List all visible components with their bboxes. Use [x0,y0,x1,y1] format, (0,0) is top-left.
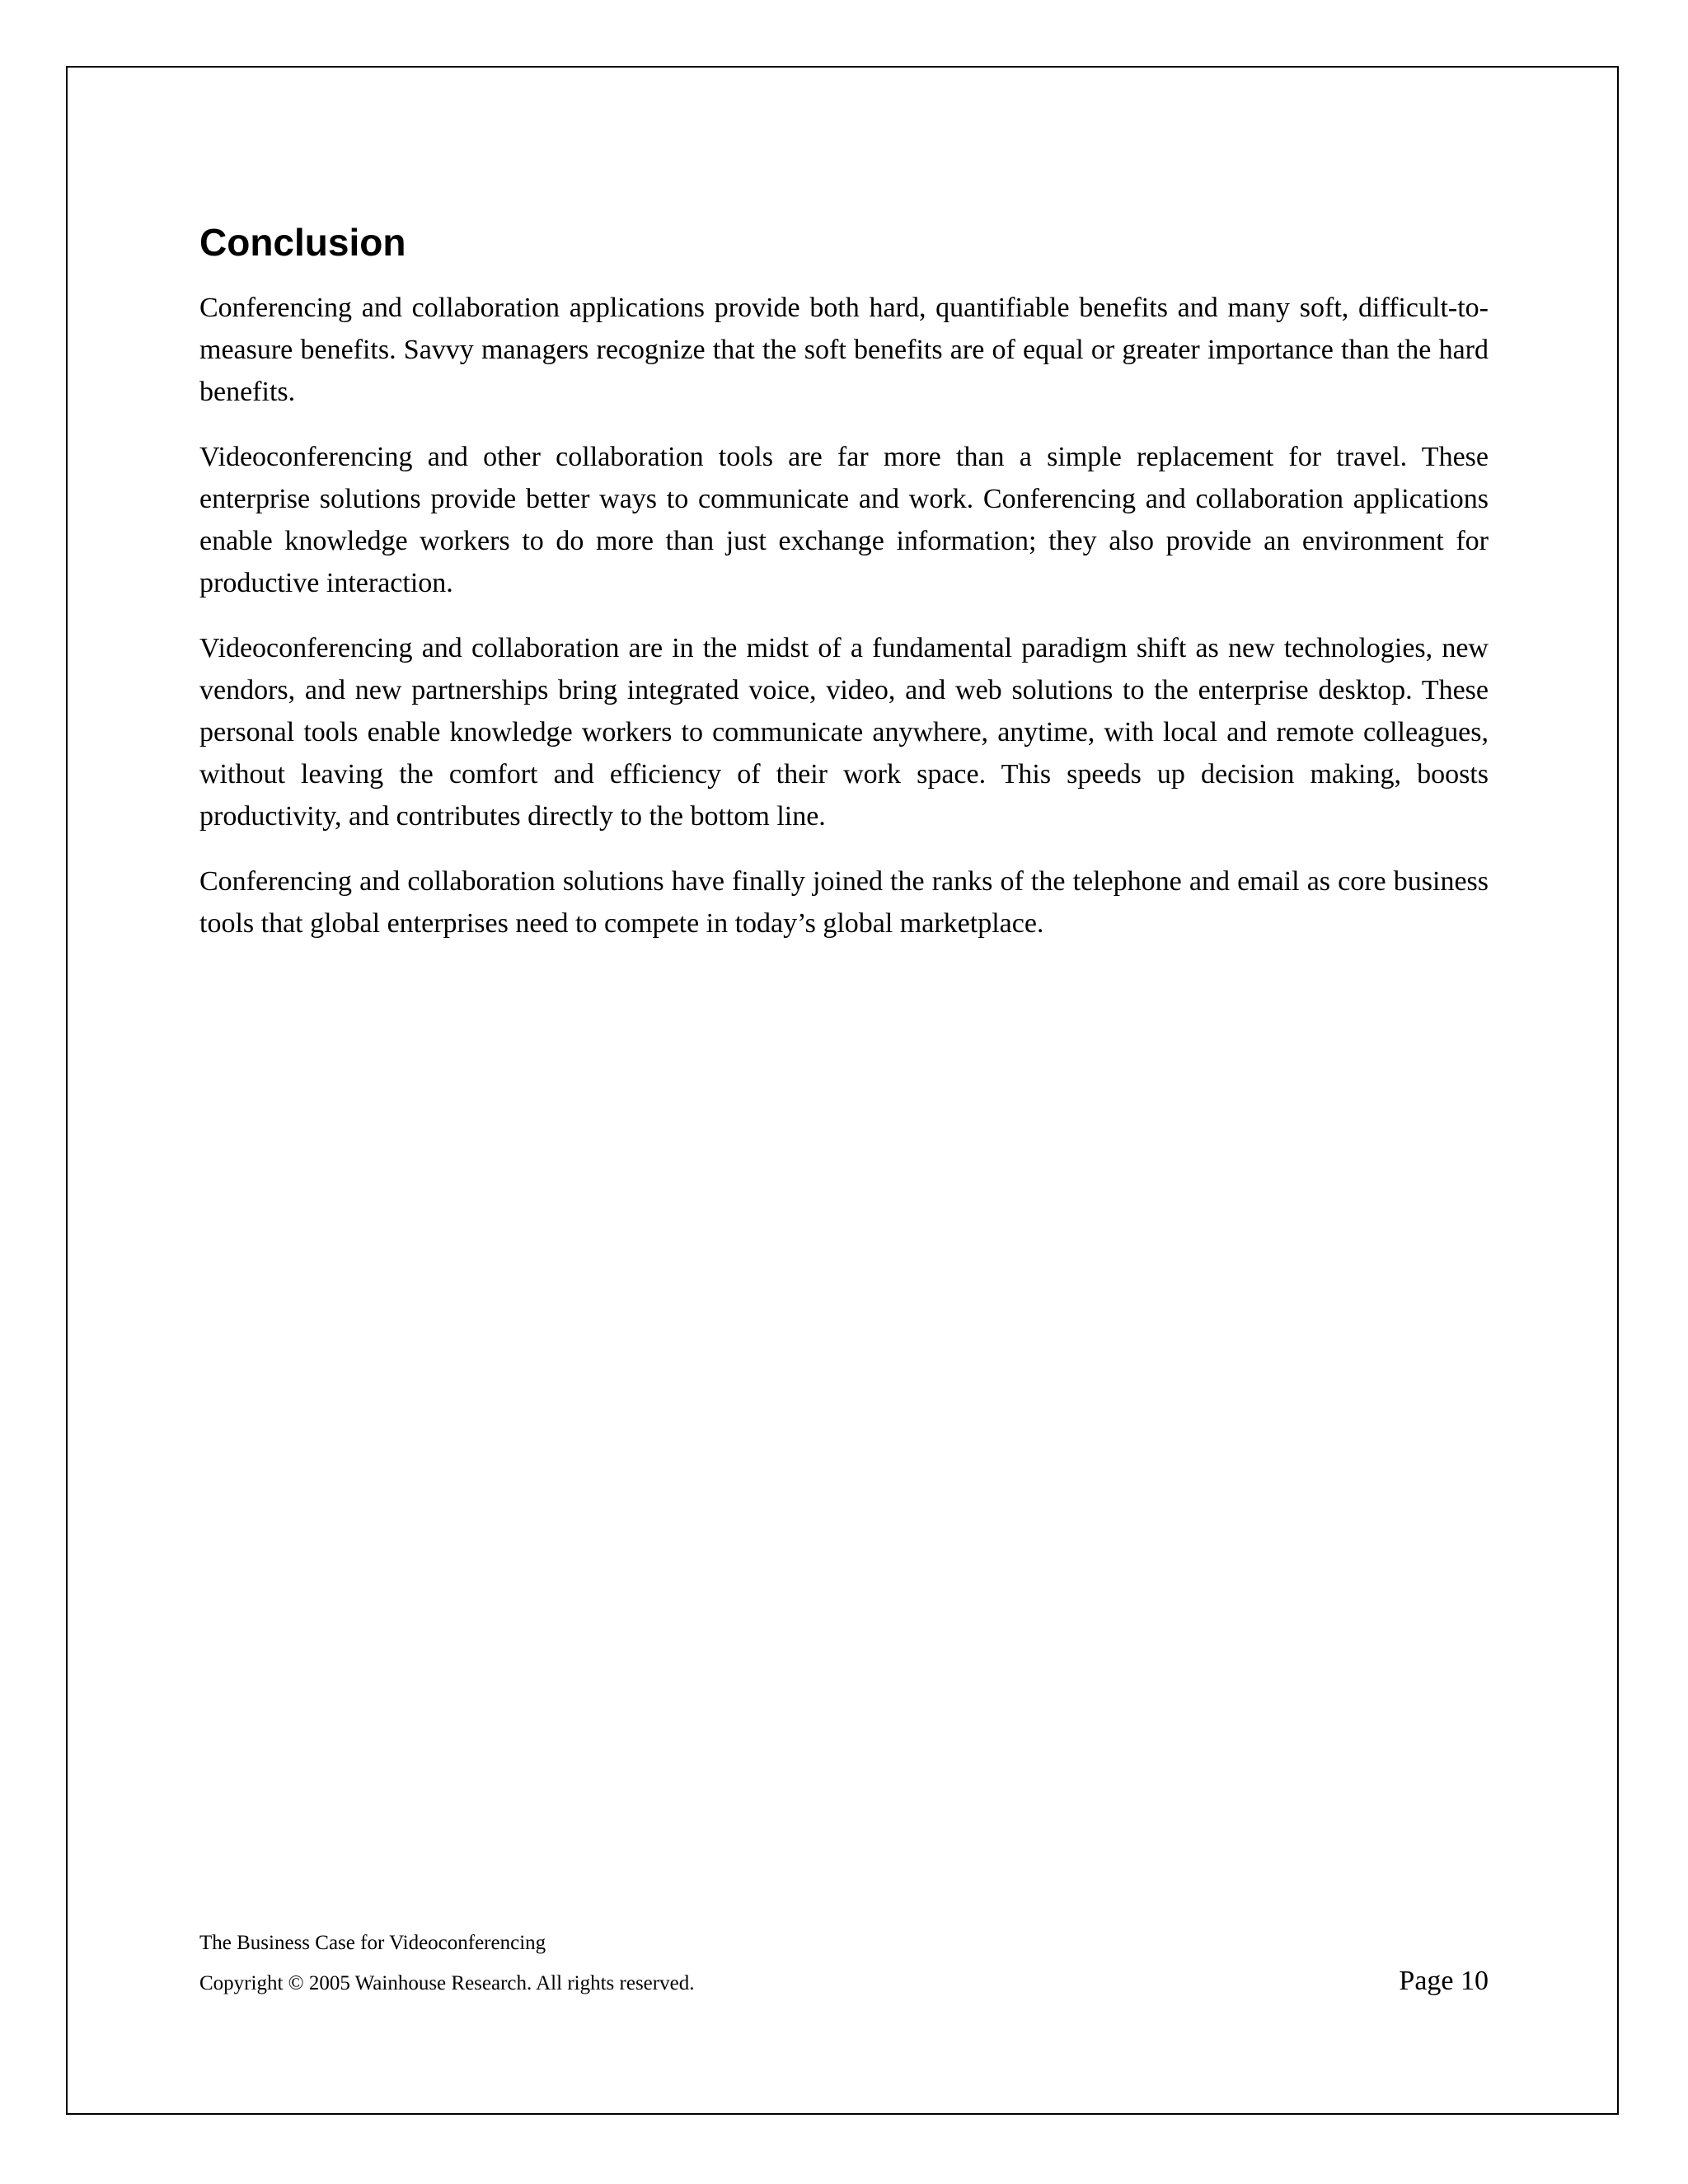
paragraph-1: Conferencing and collaboration applications provide both hard, quantifiable benefits and many soft, difficult-to-measure benefits. Savvy managers recognize that the soft benefits are of equal or greater importance than the hard benefits. [199,293,1489,407]
paragraph-2: Videoconferencing and other collaboration tools are far more than a simple replacement for travel. These enterprise solutions provide better ways to communicate and work. Conferencing and collaboration applications enable knowledge workers to do more than just exchange information; they also provide an environment for productive interaction. [199,442,1489,598]
section-heading: Conclusion [199,221,406,264]
page-number: Page 10 [1399,1966,1489,1996]
footer-row [199,1965,1489,2000]
paragraph-4: Conferencing and collaboration solutions have finally joined the ranks of the telephone and email as core business tools that global enterprises need to compete in today’s global marketplace. [199,866,1489,939]
document-body [199,218,1489,968]
footer-document-title: The Business Case for Videoconferencing [199,1932,546,1954]
page-footer [199,1927,1489,2000]
paragraph-3: Videoconferencing and collaboration are in the midst of a fundamental paradigm shift as new technologies, new vendors, and new partnerships bring integrated voice, video, and web solutions to the enterprise desktop. These personal tools enable knowledge workers to communicate anywhere, anytime, with local and remote colleagues, without leaving the comfort and efficiency of their work space. This speeds up decision making, boosts productivity, and contributes directly to the bottom line. [199,633,1489,832]
footer-copyright: Copyright © 2005 Wainhouse Research. All rights reserved. [199,1972,695,1994]
